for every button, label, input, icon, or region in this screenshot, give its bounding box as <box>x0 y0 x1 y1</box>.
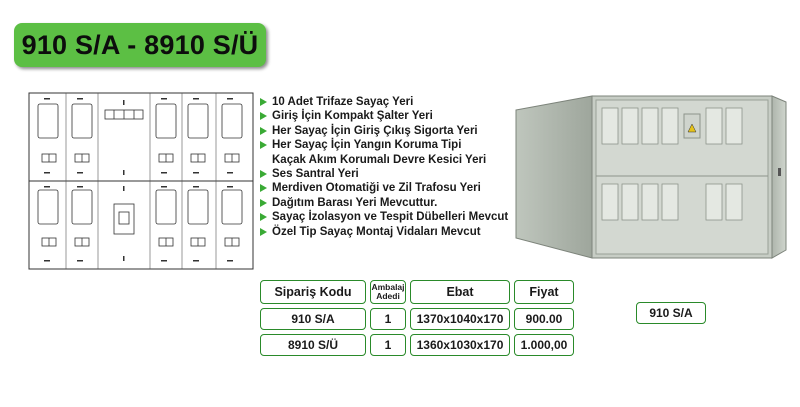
table-row <box>260 308 574 330</box>
cell-dimensions: 1370x1040x170 <box>410 308 510 330</box>
bullet-arrow-icon <box>260 127 267 135</box>
bullet-arrow-icon <box>260 170 267 178</box>
feature-item: Sayaç İzolasyon ve Tespit Dübelleri Mevcut <box>260 210 508 224</box>
feature-item: Giriş İçin Kompakt Şalter Yeri <box>260 109 508 123</box>
product-title-badge <box>14 23 266 67</box>
bullet-arrow-icon <box>260 112 267 120</box>
table-row <box>260 334 574 356</box>
header-dimensions: Ebat <box>410 280 510 304</box>
feature-item: Her Sayaç İçin Yangın Koruma Tipi <box>260 138 508 152</box>
model-tag: 910 S/A <box>636 302 706 324</box>
feature-item: 10 Adet Trifaze Sayaç Yeri <box>260 95 508 109</box>
bullet-arrow-icon <box>260 199 267 207</box>
bullet-arrow-icon <box>260 228 267 236</box>
feature-item: Ses Santral Yeri <box>260 167 508 181</box>
cell-order-code: 8910 S/Ü <box>260 334 366 356</box>
feature-item: Her Sayaç İçin Giriş Çıkış Sigorta Yeri <box>260 124 508 138</box>
cell-package-qty: 1 <box>370 334 406 356</box>
header-price: Fiyat <box>514 280 574 304</box>
bullet-arrow-icon <box>260 141 267 149</box>
bullet-arrow-icon <box>260 213 267 221</box>
feature-item: Özel Tip Sayaç Montaj Vidaları Mevcut <box>260 225 508 239</box>
feature-list <box>260 95 508 239</box>
bullet-arrow-icon <box>260 184 267 192</box>
feature-item-continuation: Kaçak Akım Korumalı Devre Kesici Yeri <box>272 153 487 166</box>
feature-item: Dağıtım Barası Yeri Mevcuttur. <box>260 196 508 210</box>
cell-order-code: 910 S/A <box>260 308 366 330</box>
cell-price: 900.00 <box>514 308 574 330</box>
bullet-arrow-icon <box>260 98 267 106</box>
cell-package-qty: 1 <box>370 308 406 330</box>
feature-item: Merdiven Otomatiği ve Zil Trafosu Yeri <box>260 181 508 195</box>
panel-layout-diagram <box>28 92 254 270</box>
header-order-code: Sipariş Kodu <box>260 280 366 304</box>
product-photo <box>510 88 792 268</box>
order-table <box>256 276 578 360</box>
cell-dimensions: 1360x1030x170 <box>410 334 510 356</box>
header-package-qty: Ambalaj Adedi <box>370 280 406 304</box>
product-title: 910 S/A - 8910 S/Ü <box>21 29 259 60</box>
cell-price: 1.000,00 <box>514 334 574 356</box>
